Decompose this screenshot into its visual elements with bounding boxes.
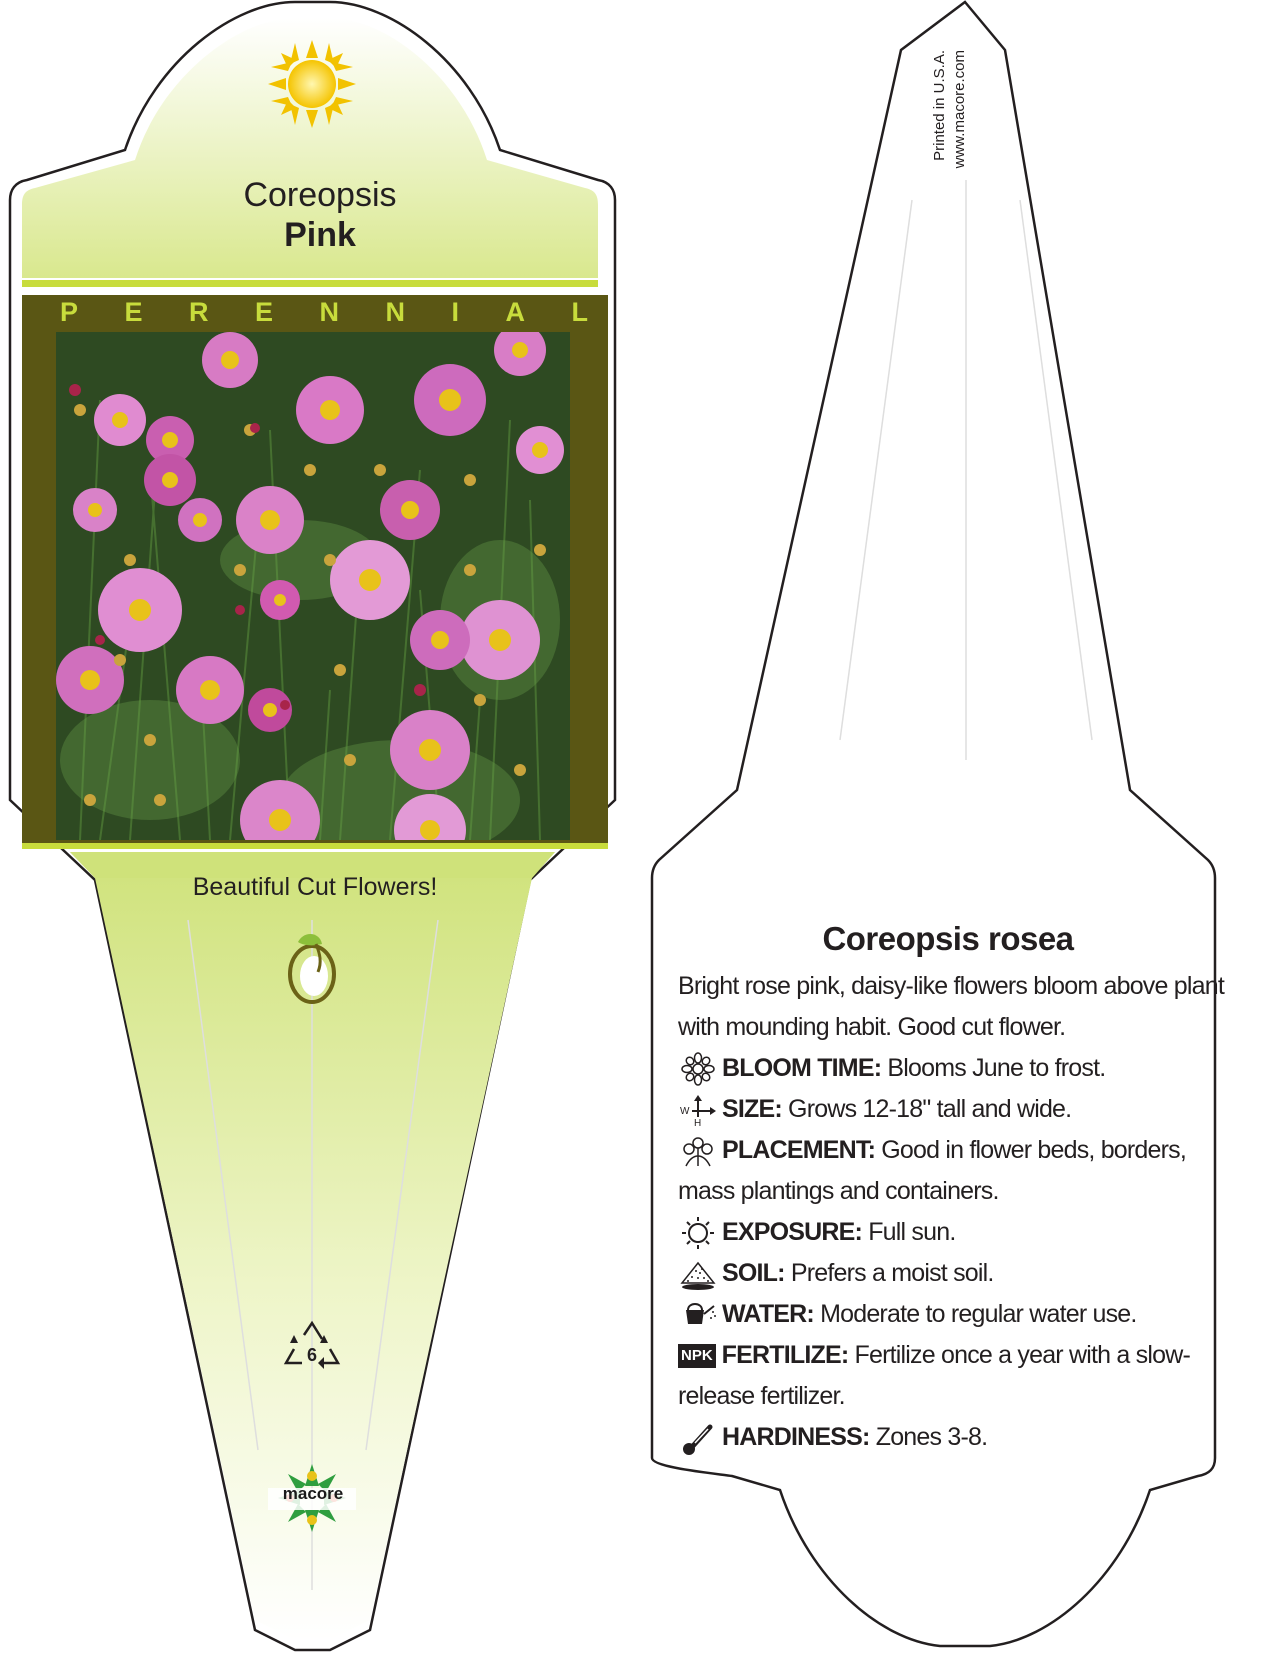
category-letter: P [60, 297, 79, 327]
size-w-label: W [680, 1106, 689, 1118]
plant-cluster-icon [678, 1134, 718, 1168]
category-letter: I [451, 297, 459, 327]
print-note [930, 50, 970, 210]
common-name-title: Coreopsis [243, 176, 397, 214]
brand-name: macore [282, 1484, 344, 1503]
header-divider-band [22, 280, 598, 287]
attribute-text: Zones 3-8. [869, 1423, 988, 1451]
care-info [678, 920, 1238, 1458]
sun-logo-icon [268, 40, 356, 128]
attribute-soil [678, 1253, 1238, 1294]
attribute-text: Full sun. [862, 1218, 956, 1246]
thermometer-icon [678, 1421, 718, 1455]
attribute-label: WATER: [722, 1300, 814, 1328]
coreopsis-photo [56, 324, 570, 866]
attribute-fertilize [678, 1335, 1238, 1417]
category-letter: N [385, 297, 405, 327]
species-name: Coreopsis rosea [822, 920, 1074, 957]
sun-icon [678, 1216, 718, 1250]
attribute-water [678, 1294, 1238, 1335]
attribute-text: Grows 12-18" tall and wide. [781, 1095, 1072, 1123]
attribute-bloom-time [678, 1048, 1238, 1089]
attribute-text: Moderate to regular water use. [813, 1300, 1137, 1328]
attribute-text: Prefers a moist soil. [784, 1259, 994, 1287]
attribute-label: PLACEMENT: [722, 1136, 876, 1164]
category-letter: E [254, 297, 273, 327]
category-letter: N [319, 297, 339, 327]
plant-description: Bright rose pink, daisy-like flowers bloom above plant with mounding habit. Good cut flower. [678, 972, 1224, 1041]
category-label [20, 297, 610, 337]
size-h-label: H [694, 1118, 701, 1128]
attribute-text: Fertilize once a year with a slow-release fertilizer. [678, 1341, 1190, 1410]
category-letter: R [189, 297, 209, 327]
attribute-label: SIZE: [722, 1095, 782, 1123]
attribute-text: Good in flower beds, borders, mass plantings and containers. [678, 1136, 1187, 1205]
printed-in-label: Printed in U.S.A. [931, 50, 948, 161]
category-letter: E [124, 297, 143, 327]
category-letter: L [571, 297, 588, 327]
attribute-text: Blooms June to frost. [881, 1054, 1106, 1082]
attribute-hardiness [678, 1417, 1238, 1458]
attribute-label: BLOOM TIME: [722, 1054, 882, 1082]
soil-pile-icon [678, 1257, 718, 1291]
website-label: www.macore.com [951, 50, 968, 169]
attribute-label: SOIL: [722, 1259, 785, 1287]
watering-can-icon [678, 1298, 718, 1332]
size-arrows-icon [678, 1093, 718, 1127]
variety-name-title: Pink [284, 216, 356, 254]
recycle-number: 6 [306, 1345, 317, 1365]
attribute-size [678, 1089, 1238, 1130]
attribute-label: EXPOSURE: [722, 1218, 863, 1246]
attribute-label: HARDINESS: [722, 1423, 870, 1451]
attribute-placement [678, 1130, 1238, 1212]
attribute-label: FERTILIZE: [721, 1341, 849, 1369]
tagline: Beautiful Cut Flowers! [192, 873, 438, 901]
flower-icon [678, 1052, 718, 1086]
category-letter: A [505, 297, 525, 327]
attribute-exposure [678, 1212, 1238, 1253]
npk-icon: NPK [678, 1344, 716, 1368]
